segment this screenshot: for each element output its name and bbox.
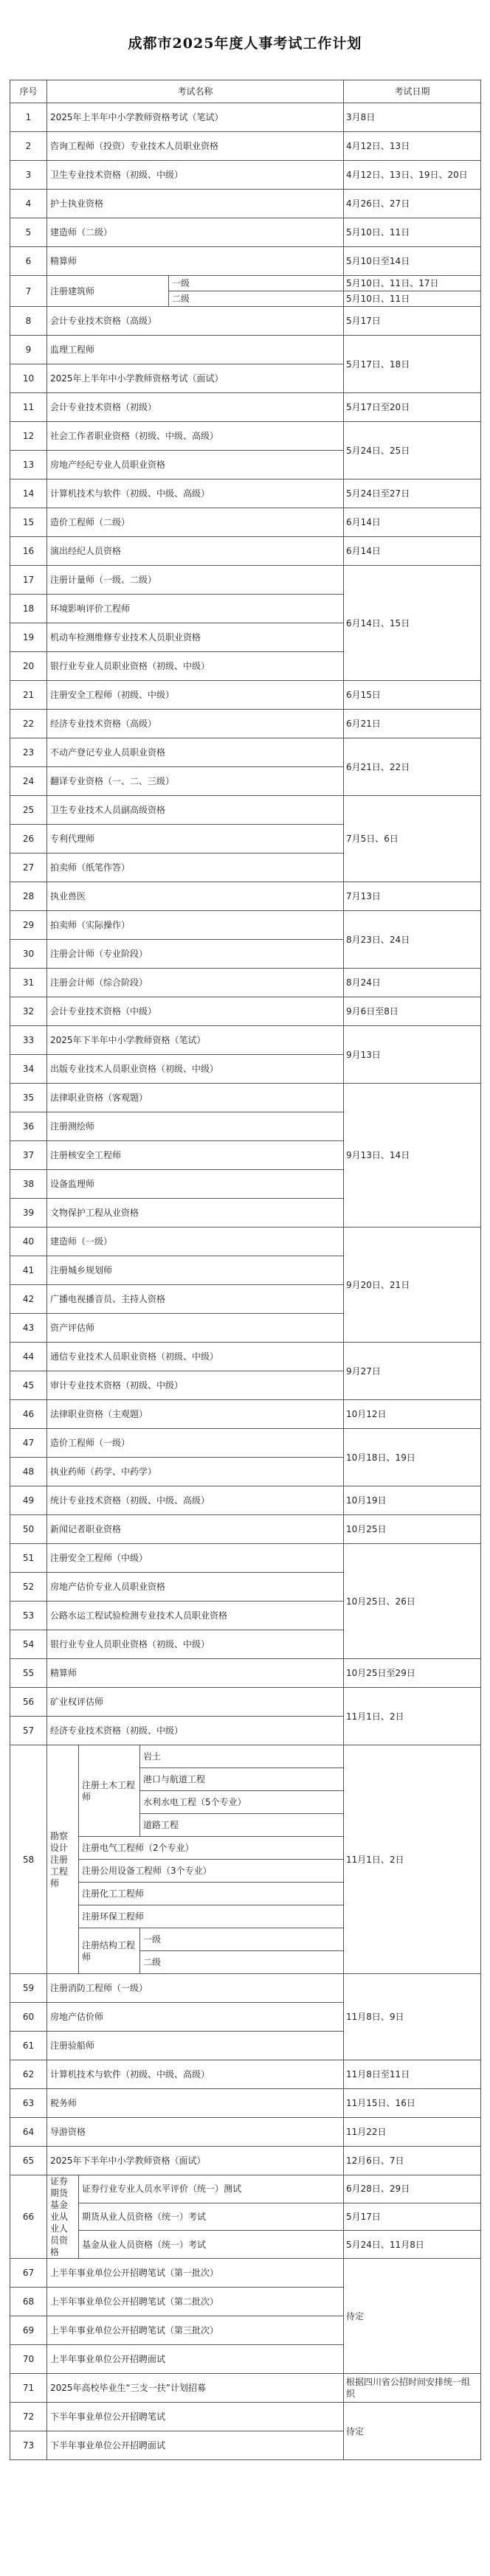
exam-date: 9月13日 (344, 1026, 481, 1084)
exam-subitem: 二级 (140, 1951, 344, 1974)
exam-group-name: 证券期货基金业从业人员资格 (47, 2175, 79, 2259)
row-number: 31 (10, 969, 47, 997)
table-row (10, 1400, 481, 1429)
exam-date: 9月27日 (344, 1343, 481, 1400)
exam-name: 房地产估价专业人员职业资格 (47, 1573, 344, 1602)
row-number: 19 (10, 623, 47, 652)
table-row (10, 103, 481, 132)
row-number: 48 (10, 1458, 47, 1486)
row-number: 14 (10, 479, 47, 508)
row-number: 21 (10, 681, 47, 710)
exam-subgroup-name: 注册环保工程师 (79, 1905, 344, 1928)
page-title: 成都市2025年度人事考试工作计划 (128, 35, 362, 52)
exam-name: 银行业专业人员职业资格（初级、中级） (47, 1630, 344, 1659)
exam-name: 建造师（二级） (47, 218, 344, 247)
exam-name: 注册城乡规划师 (47, 1256, 344, 1285)
table-row (10, 2147, 481, 2175)
row-number: 3 (10, 161, 47, 190)
exam-subname: 二级 (169, 291, 344, 307)
exam-name: 上半年事业单位公开招聘笔试（第二批次） (47, 2288, 344, 2316)
exam-date: 根据四川省公招时间安排统一组织 (344, 2374, 481, 2403)
exam-name: 经济专业技术资格（高级） (47, 710, 344, 738)
exam-name: 统计专业技术资格（初级、中级、高级） (47, 1486, 344, 1515)
table-row (10, 2203, 481, 2231)
exam-name: 护士执业资格 (47, 190, 344, 218)
exam-name: 上半年事业单位公开招聘笔试（第一批次） (47, 2259, 344, 2288)
row-number: 62 (10, 2060, 47, 2089)
table-row (10, 190, 481, 218)
schedule-table-container (10, 80, 480, 2460)
exam-name: 监理工程师 (47, 336, 344, 364)
row-number: 54 (10, 1630, 47, 1659)
row-number: 69 (10, 2316, 47, 2345)
exam-date: 5月10日、11日、17日 (344, 276, 481, 291)
exam-date: 4月12日、13日、19日、20日 (344, 161, 481, 190)
exam-name: 银行业专业人员职业资格（初级、中级） (47, 652, 344, 681)
exam-name: 注册安全工程师（初级、中级） (47, 681, 344, 710)
exam-name: 2025年下半年中小学教师资格（笔试） (47, 1026, 344, 1055)
exam-group-name: 勘察设计注册工程师 (47, 1745, 79, 1974)
exam-date: 5月10日、11日 (344, 218, 481, 247)
row-number: 63 (10, 2089, 47, 2118)
exam-date: 7月5日、6日 (344, 796, 481, 882)
schedule-table (10, 80, 481, 2460)
header-date: 考试日期 (344, 80, 481, 103)
exam-name: 卫生专业技术资格（初级、中级） (47, 161, 344, 190)
table-row (10, 132, 481, 161)
row-number: 71 (10, 2374, 47, 2403)
exam-name: 建造师（一级） (47, 1228, 344, 1256)
table-row (10, 276, 481, 291)
exam-name: 注册会计师（综合阶段） (47, 969, 344, 997)
exam-date: 5月17日至20日 (344, 393, 481, 422)
row-number: 35 (10, 1084, 47, 1112)
exam-name: 计算机技术与软件（初级、中级、高级） (47, 479, 344, 508)
exam-subgroup-name: 注册公用设备工程师（3个专业） (79, 1860, 344, 1883)
row-number: 56 (10, 1688, 47, 1717)
row-number: 32 (10, 997, 47, 1026)
row-number: 4 (10, 190, 47, 218)
exam-name: 注册安全工程师（中级） (47, 1544, 344, 1573)
exam-date: 5月17日 (344, 2203, 481, 2231)
row-number: 17 (10, 566, 47, 595)
exam-date: 5月10日至14日 (344, 247, 481, 276)
table-row (10, 218, 481, 247)
row-number: 39 (10, 1199, 47, 1228)
exam-name: 2025年高校毕业生“三支一扶”计划招募 (47, 2374, 344, 2403)
exam-subname: 一级 (169, 276, 344, 291)
exam-name: 咨询工程师（投资）专业技术人员职业资格 (47, 132, 344, 161)
exam-date: 11月8日、9日 (344, 1974, 481, 2060)
table-row (10, 911, 481, 940)
exam-name: 造价工程师（二级） (47, 508, 344, 537)
row-number: 42 (10, 1285, 47, 1314)
exam-date: 8月24日 (344, 969, 481, 997)
exam-name: 注册消防工程师（一级） (47, 1974, 344, 2003)
row-number: 57 (10, 1717, 47, 1745)
exam-date: 10月25日 (344, 1515, 481, 1544)
exam-name: 会计专业技术资格（初级） (47, 393, 344, 422)
row-number: 8 (10, 307, 47, 336)
exam-subname: 基金从业人员资格（统一）考试 (79, 2231, 344, 2259)
row-number: 44 (10, 1343, 47, 1371)
table-row (10, 508, 481, 537)
header-no: 序号 (10, 80, 47, 103)
exam-date: 6月14日 (344, 508, 481, 537)
row-number: 6 (10, 247, 47, 276)
row-number: 33 (10, 1026, 47, 1055)
table-row (10, 1084, 481, 1112)
table-row (10, 2118, 481, 2147)
exam-date: 8月23日、24日 (344, 911, 481, 969)
exam-name: 上半年事业单位公开招聘笔试（第三批次） (47, 2316, 344, 2345)
exam-name: 机动车检测维修专业技术人员职业资格 (47, 623, 344, 652)
exam-date: 6月28日、29日 (344, 2175, 481, 2203)
row-number: 70 (10, 2345, 47, 2374)
exam-name: 2025年上半年中小学教师资格考试（面试） (47, 364, 344, 393)
exam-subitem: 道路工程 (140, 1814, 344, 1837)
row-number: 22 (10, 710, 47, 738)
exam-name: 矿业权评估师 (47, 1688, 344, 1717)
exam-date: 5月10日、11日 (344, 291, 481, 307)
row-number: 16 (10, 537, 47, 566)
exam-name: 广播电视播音员、主持人资格 (47, 1285, 344, 1314)
exam-name: 新闻记者职业资格 (47, 1515, 344, 1544)
table-row (10, 307, 481, 336)
exam-date: 10月12日 (344, 1400, 481, 1429)
table-row (10, 997, 481, 1026)
table-row (10, 1544, 481, 1573)
row-number: 15 (10, 508, 47, 537)
exam-name: 执业药师（药学、中药学） (47, 1458, 344, 1486)
table-row (10, 247, 481, 276)
row-number: 20 (10, 652, 47, 681)
exam-date: 6月21日 (344, 710, 481, 738)
row-number: 45 (10, 1371, 47, 1400)
exam-name: 注册建筑师 (47, 276, 169, 307)
row-number: 51 (10, 1544, 47, 1573)
exam-name: 出版专业技术人员职业资格（初级、中级） (47, 1055, 344, 1084)
row-number: 64 (10, 2118, 47, 2147)
exam-date: 9月6日至8日 (344, 997, 481, 1026)
table-row (10, 2403, 481, 2431)
table-header-row (10, 80, 481, 103)
table-row (10, 422, 481, 451)
exam-name: 注册核安全工程师 (47, 1141, 344, 1170)
row-number: 38 (10, 1170, 47, 1199)
exam-name: 导游资格 (47, 2118, 344, 2147)
table-row (10, 1228, 481, 1256)
table-row (10, 710, 481, 738)
exam-date: 5月17日、18日 (344, 336, 481, 393)
exam-date: 11月1日、2日 (344, 1688, 481, 1745)
exam-name: 注册验船师 (47, 2032, 344, 2060)
exam-name: 拍卖师（纸笔作答） (47, 854, 344, 882)
table-row (10, 2060, 481, 2089)
table-row (10, 1026, 481, 1055)
exam-date: 10月19日 (344, 1486, 481, 1515)
table-row (10, 969, 481, 997)
exam-date: 11月22日 (344, 2118, 481, 2147)
exam-name: 精算师 (47, 1659, 344, 1688)
row-number: 67 (10, 2259, 47, 2288)
table-row (10, 1429, 481, 1458)
row-number: 25 (10, 796, 47, 825)
exam-name: 执业兽医 (47, 882, 344, 911)
table-row (10, 1659, 481, 1688)
row-number: 28 (10, 882, 47, 911)
table-row (10, 336, 481, 364)
exam-name: 经济专业技术资格（初级、中级） (47, 1717, 344, 1745)
table-row (10, 2374, 481, 2403)
row-number: 52 (10, 1573, 47, 1602)
row-number: 18 (10, 595, 47, 623)
exam-date: 4月12日、13日 (344, 132, 481, 161)
row-number: 50 (10, 1515, 47, 1544)
row-number: 2 (10, 132, 47, 161)
exam-date: 6月14日 (344, 537, 481, 566)
exam-name: 下半年事业单位公开招聘面试 (47, 2431, 344, 2460)
row-number: 7 (10, 276, 47, 307)
exam-name: 注册会计师（专业阶段） (47, 940, 344, 969)
exam-date: 4月26日、27日 (344, 190, 481, 218)
header-name: 考试名称 (47, 80, 344, 103)
exam-date: 待定 (344, 2403, 481, 2460)
exam-date: 3月8日 (344, 103, 481, 132)
exam-date: 10月25日、26日 (344, 1544, 481, 1659)
table-row (10, 393, 481, 422)
table-row (10, 566, 481, 595)
row-number: 59 (10, 1974, 47, 2003)
row-number: 73 (10, 2431, 47, 2460)
table-row (10, 1745, 481, 1768)
row-number: 49 (10, 1486, 47, 1515)
exam-date: 11月8日至11日 (344, 2060, 481, 2089)
exam-date: 6月21日、22日 (344, 738, 481, 796)
row-number: 23 (10, 738, 47, 767)
row-number: 34 (10, 1055, 47, 1084)
table-row (10, 161, 481, 190)
row-number: 43 (10, 1314, 47, 1343)
row-number: 55 (10, 1659, 47, 1688)
exam-name: 公路水运工程试验检测专业技术人员职业资格 (47, 1602, 344, 1630)
table-row (10, 479, 481, 508)
table-row (10, 882, 481, 911)
exam-subname: 证券行业专业人员水平评价（统一）测试 (79, 2175, 344, 2203)
row-number: 65 (10, 2147, 47, 2175)
exam-name: 卫生专业技术人员副高级资格 (47, 796, 344, 825)
table-row (10, 1515, 481, 1544)
row-number: 40 (10, 1228, 47, 1256)
exam-name: 不动产登记专业人员职业资格 (47, 738, 344, 767)
row-number: 29 (10, 911, 47, 940)
exam-name: 翻译专业资格（一、二、三级） (47, 767, 344, 796)
table-row (10, 2231, 481, 2259)
exam-name: 税务师 (47, 2089, 344, 2118)
row-number: 60 (10, 2003, 47, 2032)
row-number: 11 (10, 393, 47, 422)
exam-name: 法律职业资格（主观题） (47, 1400, 344, 1429)
exam-date: 6月14日、15日 (344, 566, 481, 681)
row-number: 26 (10, 825, 47, 854)
exam-date: 9月20日、21日 (344, 1228, 481, 1343)
row-number: 12 (10, 422, 47, 451)
row-number: 46 (10, 1400, 47, 1429)
row-number: 61 (10, 2032, 47, 2060)
exam-subitem: 港口与航道工程 (140, 1768, 344, 1791)
table-row (10, 681, 481, 710)
exam-name: 计算机技术与软件（初级、中级、高级） (47, 2060, 344, 2089)
table-row (10, 1974, 481, 2003)
exam-name: 下半年事业单位公开招聘笔试 (47, 2403, 344, 2431)
row-number: 5 (10, 218, 47, 247)
row-number: 24 (10, 767, 47, 796)
exam-name: 通信专业技术人员职业资格（初级、中级） (47, 1343, 344, 1371)
exam-name: 资产评估师 (47, 1314, 344, 1343)
exam-date: 5月17日 (344, 307, 481, 336)
table-row (10, 2089, 481, 2118)
table-row (10, 1688, 481, 1717)
exam-date: 待定 (344, 2259, 481, 2374)
row-number: 58 (10, 1745, 47, 1974)
row-number: 37 (10, 1141, 47, 1170)
row-number: 66 (10, 2175, 47, 2259)
exam-name: 设备监理师 (47, 1170, 344, 1199)
exam-name: 精算师 (47, 247, 344, 276)
exam-subname: 期货从业人员资格（统一）考试 (79, 2203, 344, 2231)
exam-name: 注册测绘师 (47, 1112, 344, 1141)
exam-subgroup-name: 注册结构工程师 (79, 1928, 140, 1974)
exam-name: 拍卖师（实际操作） (47, 911, 344, 940)
exam-date: 5月24日至27日 (344, 479, 481, 508)
exam-name: 2025年上半年中小学教师资格考试（笔试） (47, 103, 344, 132)
exam-date: 10月25日至29日 (344, 1659, 481, 1688)
exam-subitem: 岩土 (140, 1745, 344, 1768)
row-number: 68 (10, 2288, 47, 2316)
exam-subgroup-name: 注册电气工程师（2个专业） (79, 1837, 344, 1860)
row-number: 72 (10, 2403, 47, 2431)
exam-name: 上半年事业单位公开招聘面试 (47, 2345, 344, 2374)
table-row (10, 1486, 481, 1515)
exam-date: 5月24日、25日 (344, 422, 481, 479)
exam-name: 注册计量师（一级、二级） (47, 566, 344, 595)
row-number: 47 (10, 1429, 47, 1458)
row-number: 27 (10, 854, 47, 882)
exam-name: 文物保护工程从业资格 (47, 1199, 344, 1228)
exam-name: 会计专业技术资格（中级） (47, 997, 344, 1026)
exam-date: 5月24日、11月8日 (344, 2231, 481, 2259)
exam-date: 10月18日、19日 (344, 1429, 481, 1486)
exam-name: 法律职业资格（客观题） (47, 1084, 344, 1112)
exam-name: 审计专业技术资格（初级、中级） (47, 1371, 344, 1400)
row-number: 41 (10, 1256, 47, 1285)
exam-subitem: 一级 (140, 1928, 344, 1951)
table-row (10, 2175, 481, 2203)
table-row (10, 537, 481, 566)
exam-name: 社会工作者职业资格（初级、中级、高级） (47, 422, 344, 451)
table-row (10, 1343, 481, 1371)
row-number: 30 (10, 940, 47, 969)
exam-name: 房地产估价师 (47, 2003, 344, 2032)
row-number: 1 (10, 103, 47, 132)
exam-date: 6月15日 (344, 681, 481, 710)
table-body (10, 103, 481, 2460)
exam-name: 演出经纪人员资格 (47, 537, 344, 566)
exam-name: 环境影响评价工程师 (47, 595, 344, 623)
row-number: 9 (10, 336, 47, 364)
row-number: 53 (10, 1602, 47, 1630)
exam-date: 9月13日、14日 (344, 1084, 481, 1228)
table-row (10, 796, 481, 825)
table-row (10, 738, 481, 767)
exam-name: 会计专业技术资格（高级） (47, 307, 344, 336)
row-number: 36 (10, 1112, 47, 1141)
exam-subgroup-name: 注册土木工程师 (79, 1745, 140, 1837)
row-number: 10 (10, 364, 47, 393)
exam-date: 11月1日、2日 (344, 1745, 481, 1974)
row-number: 13 (10, 451, 47, 479)
exam-date: 7月13日 (344, 882, 481, 911)
exam-name: 房地产经纪专业人员职业资格 (47, 451, 344, 479)
table-row (10, 2259, 481, 2288)
exam-subgroup-name: 注册化工工程师 (79, 1883, 344, 1905)
exam-date: 11月15日、16日 (344, 2089, 481, 2118)
exam-name: 造价工程师（一级） (47, 1429, 344, 1458)
exam-subitem: 水利水电工程（5个专业） (140, 1791, 344, 1814)
exam-name: 2025年下半年中小学教师资格（面试） (47, 2147, 344, 2175)
exam-date: 12月6日、7日 (344, 2147, 481, 2175)
exam-name: 专利代理师 (47, 825, 344, 854)
